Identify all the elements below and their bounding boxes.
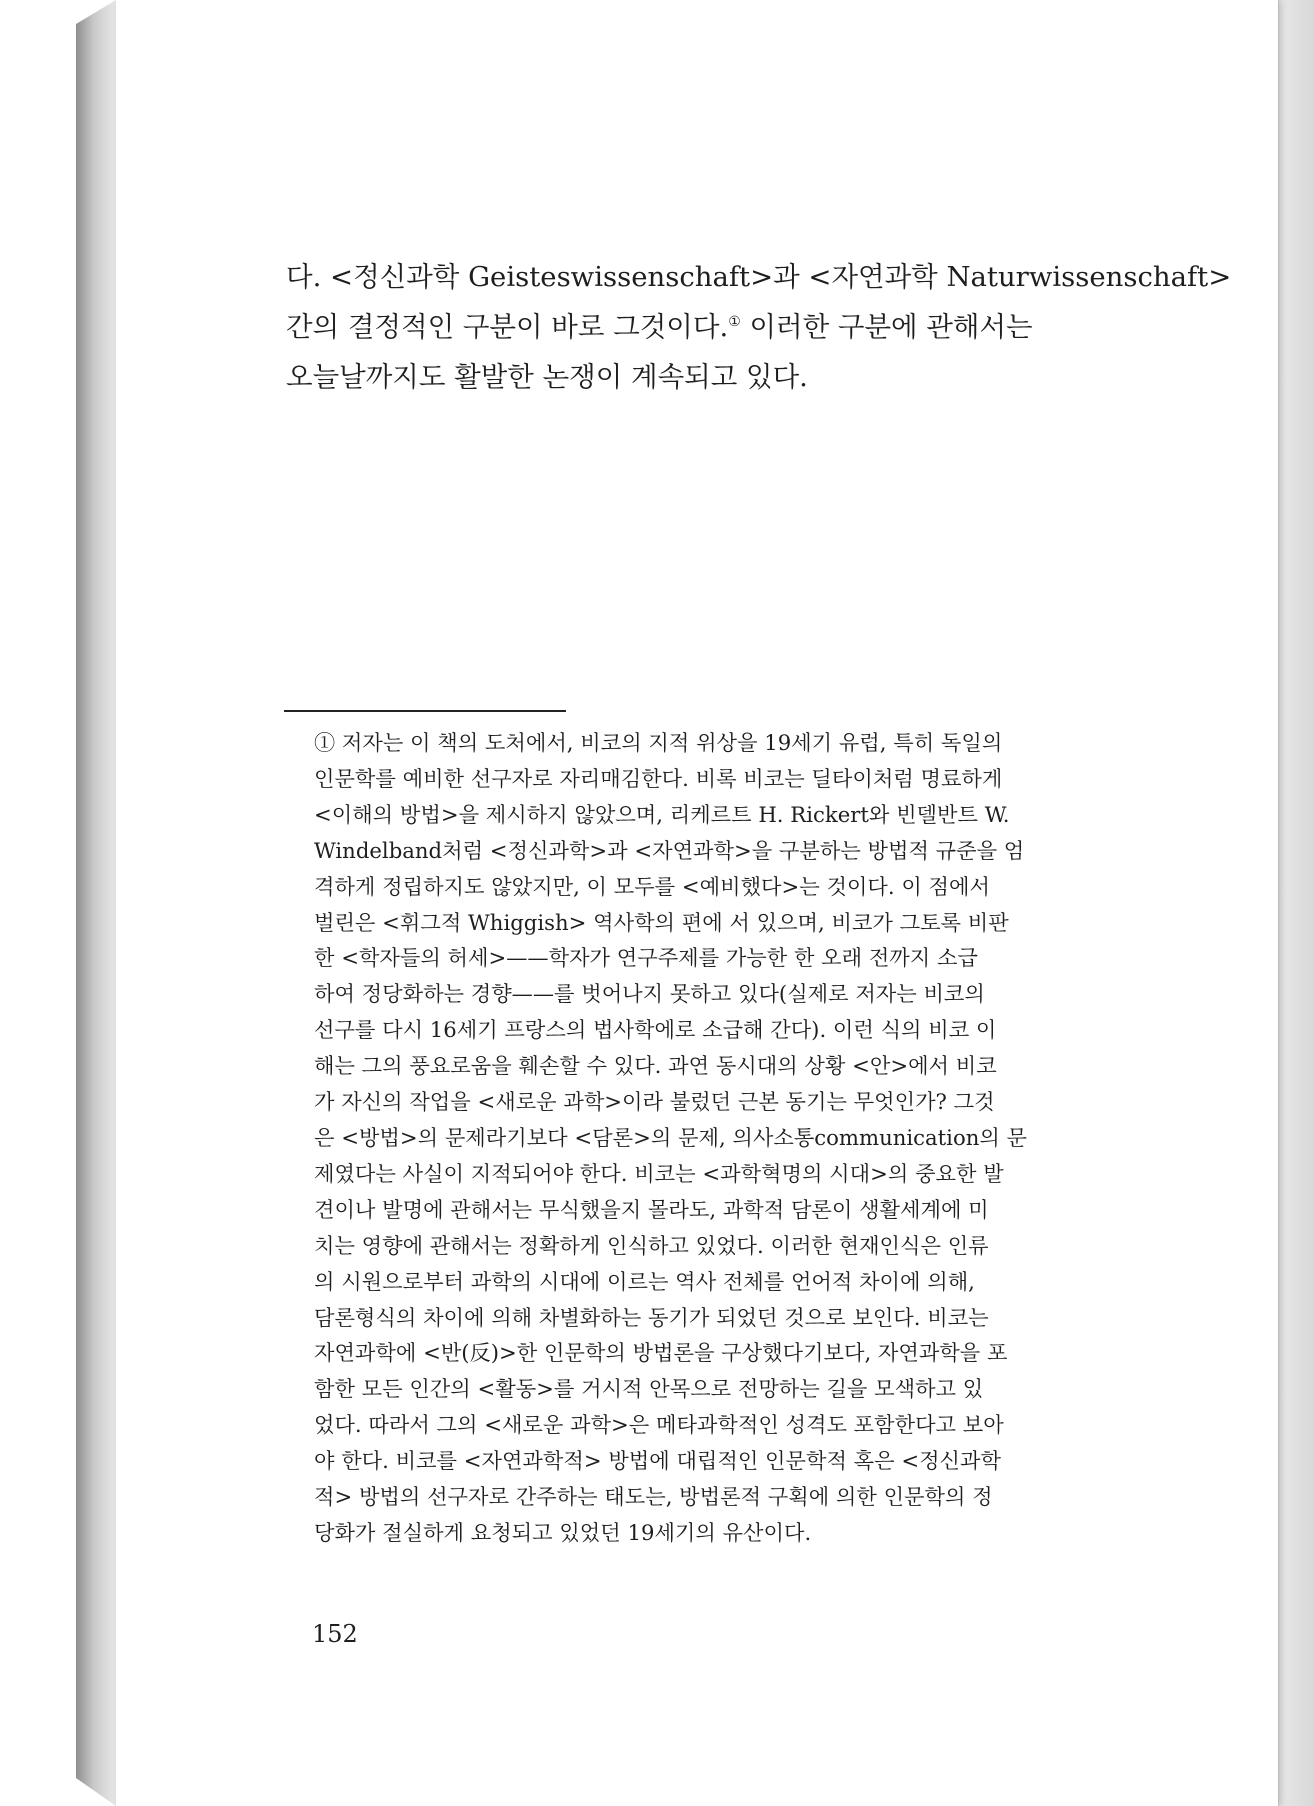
body-line-2-rest: 이러한 구분에 관해서는 bbox=[740, 311, 1033, 343]
footnote-line: 제였다는 사실이 지적되어야 한다. 비코는 <과학혁명의 시대>의 중요한 발 bbox=[314, 1160, 1004, 1186]
footnote-line: 함한 모든 인간의 <활동>를 거시적 안목으로 전망하는 길을 모색하고 있 bbox=[314, 1376, 984, 1402]
footnote-line: 은 <방법>의 문제라기보다 <담론>의 문제, 의사소통communication의 문 bbox=[314, 1124, 1028, 1150]
footnote-line: 자연과학에 <반(反)>한 인문학의 방법론을 구상했다기보다, 자연과학을 포 bbox=[314, 1340, 1008, 1366]
footnote-line: 야 한다. 비코를 <자연과학적> 방법에 대립적인 인문학적 혹은 <정신과학 bbox=[314, 1448, 1001, 1474]
footnote-line: 하여 정당화하는 경향——를 벗어나지 못하고 있다(실제로 저자는 비코의 bbox=[314, 981, 985, 1007]
body-paragraph bbox=[286, 252, 1232, 402]
footnote-reference[interactable]: ① bbox=[728, 313, 741, 330]
footnote-line: 격하게 정립하지도 않았지만, 이 모두를 <예비했다>는 것이다. 이 점에서 bbox=[314, 873, 990, 899]
footnote-line: 인문학를 예비한 선구자로 자리매김한다. 비록 비코는 딜타이처럼 명료하게 bbox=[314, 765, 1003, 791]
page-number: 152 bbox=[312, 1620, 358, 1648]
footnote-line: 었다. 따라서 그의 <새로운 과학>은 메타과학적인 성격도 포함한다고 보아 bbox=[314, 1412, 1004, 1438]
footnote-line: 당화가 절실하게 요청되고 있었던 19세기의 유산이다. bbox=[314, 1519, 812, 1545]
body-line-3: 오늘날까지도 활발한 논쟁이 계속되고 있다. bbox=[286, 361, 808, 393]
footnote-divider bbox=[284, 710, 566, 712]
book-spine bbox=[76, 0, 116, 1806]
footnote-line: 적> 방법의 선구자로 간주하는 태도는, 방법론적 구획에 의한 인문학의 정 bbox=[314, 1484, 993, 1510]
footnote-line: 벌린은 <휘그적 Whiggish> 역사학의 편에 서 있으며, 비코가 그토록 비판 bbox=[314, 909, 1009, 935]
footnote-line: 한 <학자들의 허세>——학자가 연구주제를 가능한 한 오래 전까지 소급 bbox=[314, 945, 978, 971]
footnote-line: 치는 영향에 관해서는 정확하게 인식하고 있었다. 이러한 현재인식은 인류 bbox=[314, 1232, 989, 1258]
background-edge bbox=[1278, 0, 1314, 1806]
footnote-line: 의 시원으로부터 과학의 시대에 이르는 역사 전체를 언어적 차이에 의해, bbox=[314, 1268, 975, 1294]
footnote-line: 해는 그의 풍요로움을 훼손할 수 있다. 과연 동시대의 상황 <안>에서 비코 bbox=[314, 1053, 997, 1079]
footnote-line: 담론형식의 차이에 의해 차별화하는 동기가 되었던 것으로 보인다. 비코는 bbox=[314, 1304, 989, 1330]
body-line-2 bbox=[286, 302, 1132, 352]
footnote-line: Windelband처럼 <정신과학>과 <자연과학>을 구분하는 방법적 규준을 엄 bbox=[314, 837, 1025, 863]
footnote-line: 견이나 발명에 관해서는 무식했을지 몰라도, 과학적 담론이 생활세계에 미 bbox=[314, 1196, 989, 1222]
footnote-line: ① 저자는 이 책의 도처에서, 비코의 지적 위상을 19세기 유럽, 특히 독일의 bbox=[314, 730, 1003, 755]
footnote-line: 가 자신의 작업을 <새로운 과학>이라 불렀던 근본 동기는 무엇인가? 그것 bbox=[314, 1089, 995, 1115]
footnote bbox=[314, 725, 1136, 1551]
footnote-line: 선구를 다시 16세기 프랑스의 법사학에로 소급해 간다). 이런 식의 비코 이 bbox=[314, 1017, 997, 1043]
body-line-2-text: 간의 결정적인 구분이 바로 그것이다. bbox=[286, 311, 729, 343]
body-line-1: 다. <정신과학 Geisteswissenschaft>과 <자연과학 Naturwissenschaft> bbox=[286, 261, 1232, 293]
footnote-line: <이해의 방법>을 제시하지 않았으며, 리케르트 H. Rickert와 빈델반트 W. bbox=[314, 801, 1010, 827]
